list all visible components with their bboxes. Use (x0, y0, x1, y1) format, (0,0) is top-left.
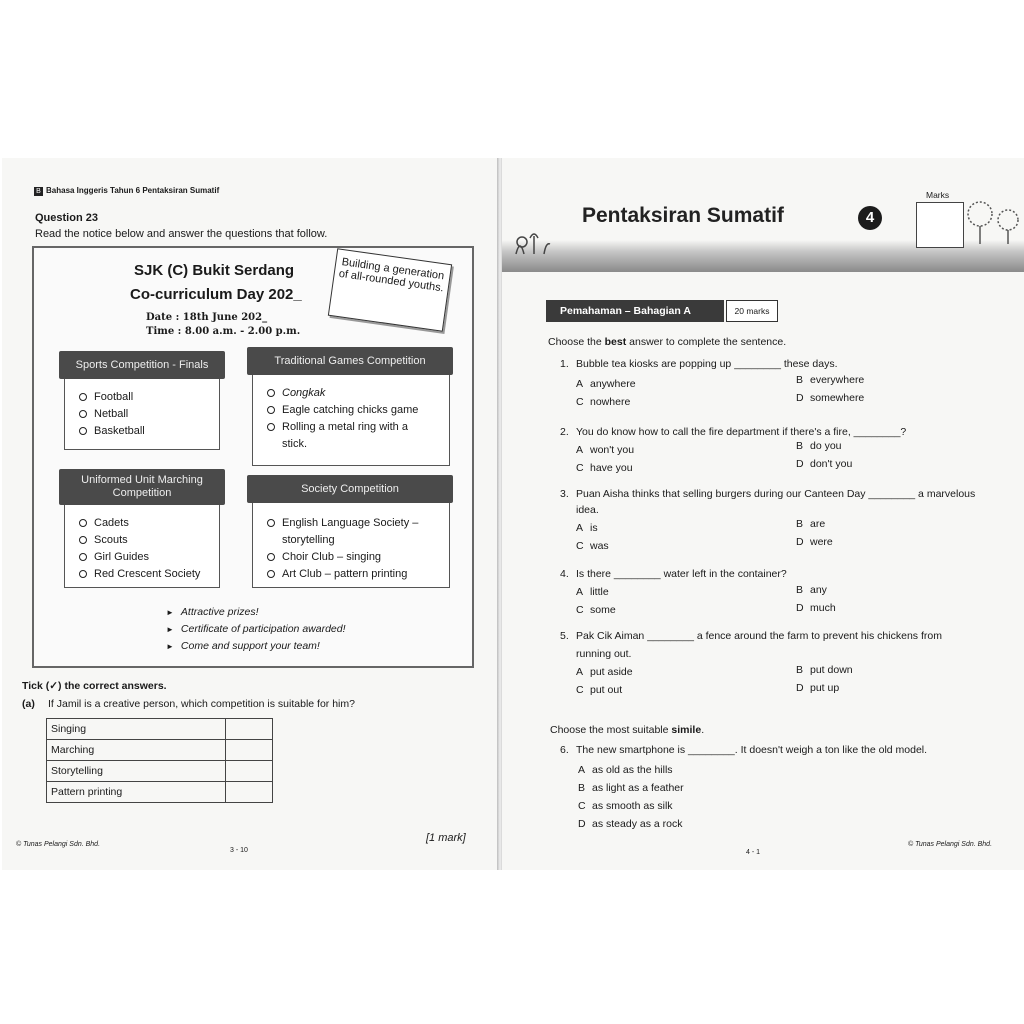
question-4: 4. Is there ________ water left in the container? (560, 568, 787, 580)
list-item: Eagle catching chicks game (267, 402, 418, 419)
bullet-icon (79, 427, 87, 435)
list-item: Choir Club – singing (267, 549, 418, 566)
mark-label: [1 mark] (426, 832, 466, 844)
option-4b[interactable]: B any (796, 584, 827, 596)
table-row: Singing (47, 719, 273, 740)
option-5d[interactable]: D put up (796, 682, 840, 694)
uniformed-unit-box (64, 474, 220, 588)
list-item: Netball (79, 406, 145, 423)
option-1a[interactable]: A anywhere (576, 378, 636, 390)
tick-box[interactable] (226, 782, 273, 803)
notice-board (32, 246, 474, 668)
question-3: 3. Puan Aisha thinks that selling burgers during our Canteen Day ________ a marvelous (560, 488, 976, 500)
box-title: Sports Competition - Finals (59, 351, 225, 379)
notice-notes (166, 604, 346, 655)
competition-items (79, 515, 200, 583)
option-5a[interactable]: A put aside (576, 666, 633, 678)
bullet-icon (79, 410, 87, 418)
box-title: Traditional Games Competition (247, 347, 453, 375)
bullet-icon (267, 423, 275, 431)
bullet-icon (79, 536, 87, 544)
bullet-icon (267, 553, 275, 561)
tick-box[interactable] (226, 740, 273, 761)
option-1b[interactable]: B everywhere (796, 374, 865, 386)
option-6a[interactable]: A as old as the hills (578, 764, 673, 776)
list-item: storytelling (282, 534, 335, 546)
triangle-bullet-icon: ► (166, 608, 174, 617)
option-6c[interactable]: C as smooth as silk (578, 800, 673, 812)
event-time: Time : 8.00 a.m. - 2.00 p.m. (146, 326, 301, 337)
option-2c[interactable]: C have you (576, 462, 633, 474)
option-5c[interactable]: C put out (576, 684, 623, 696)
option-6b[interactable]: B as light as a feather (578, 782, 684, 794)
bullet-icon (267, 570, 275, 578)
question-6: 6. The new smartphone is ________. It doesn't weigh a ton like the old model. (560, 744, 928, 756)
tick-box[interactable] (226, 719, 273, 740)
box-title: Uniformed Unit Marching Competition (59, 469, 225, 505)
answer-table (46, 718, 273, 803)
option-2a[interactable]: A won't you (576, 444, 635, 456)
slogan-card: Building a generation of all-rounded youths. (328, 248, 452, 331)
flower-decoration-icon (510, 224, 554, 258)
list-item: English Language Society – (267, 515, 418, 532)
competition-items (79, 389, 145, 440)
list-item: Cadets (79, 515, 200, 532)
question-a: (a) If Jamil is a creative person, which competition is suitable for him? (22, 698, 355, 710)
question-title: Question 23 (35, 212, 98, 224)
instruction-complete-sentence: Choose the best answer to complete the sentence. (548, 336, 787, 348)
left-page (2, 158, 498, 870)
page-header: B Bahasa Inggeris Tahun 6 Pentaksiran Sumatif (34, 186, 219, 196)
triangle-bullet-icon: ► (166, 625, 174, 634)
page-number: 3 - 10 (230, 847, 248, 854)
section-marks: 20 marks (726, 300, 778, 322)
option-3a[interactable]: A is (576, 522, 598, 534)
tree-decoration-icon (964, 198, 1022, 248)
list-item: Girl Guides (79, 549, 200, 566)
question-instruction: Read the notice below and answer the questions that follow. (35, 228, 328, 240)
list-item: Red Crescent Society (79, 566, 200, 583)
note-item: ► Certificate of participation awarded! (166, 623, 346, 635)
option-5b[interactable]: B put down (796, 664, 853, 676)
marks-box[interactable] (916, 202, 964, 248)
option-3d[interactable]: D were (796, 536, 833, 548)
page-number: 4 - 1 (746, 849, 761, 856)
bullet-icon (79, 393, 87, 401)
option-3c[interactable]: C was (576, 540, 609, 552)
page-title: Pentaksiran Sumatif (582, 204, 784, 227)
bullet-icon (79, 519, 87, 527)
section-header: Pemahaman – Bahagian A (546, 300, 724, 322)
tick-instruction: Tick (✓) the correct answers. (22, 680, 167, 692)
right-page (502, 158, 1024, 870)
bullet-icon (79, 553, 87, 561)
option-2d[interactable]: D don't you (796, 458, 853, 470)
bullet-icon (267, 389, 275, 397)
list-item: Art Club – pattern printing (267, 566, 418, 583)
note-item: ► Come and support your team! (166, 640, 320, 652)
tick-box[interactable] (226, 761, 273, 782)
table-row: Pattern printing (47, 782, 273, 803)
marks-label: Marks (926, 190, 950, 200)
instruction-simile: Choose the most suitable simile. (550, 724, 705, 736)
sports-competition-box (64, 359, 220, 450)
note-item: ► Attractive prizes! (166, 606, 259, 618)
list-item: Football (79, 389, 145, 406)
list-item: Basketball (79, 423, 145, 440)
bullet-icon (267, 519, 275, 527)
option-4a[interactable]: A little (576, 586, 609, 598)
book-logo-icon: B (34, 187, 43, 196)
list-item: Scouts (79, 532, 200, 549)
question-5-cont: running out. (576, 648, 632, 660)
option-1c[interactable]: C nowhere (576, 396, 631, 408)
list-item: Congkak (267, 385, 418, 402)
option-6d[interactable]: D as steady as a rock (578, 818, 683, 830)
school-name: SJK (C) Bukit Serdang (134, 262, 295, 279)
table-row: Marching (47, 740, 273, 761)
traditional-games-box (252, 355, 450, 466)
question-2: 2. You do know how to call the fire department if there's a fire, ________? (560, 426, 907, 438)
copyright-footer: © Tunas Pelangi Sdn. Bhd. (908, 841, 993, 848)
event-name: Co-curriculum Day 202_ (130, 286, 302, 303)
bullet-icon (267, 406, 275, 414)
question-5: 5. Pak Cik Aiman ________ a fence around the farm to prevent his chickens from (560, 630, 942, 642)
question-1: 1. Bubble tea kiosks are popping up ________ these days. (560, 358, 838, 370)
assessment-number: 4 (858, 206, 882, 230)
bullet-icon (79, 570, 87, 578)
option-3b[interactable]: B are (796, 518, 826, 530)
box-title: Society Competition (247, 475, 453, 503)
society-competition-box (252, 483, 450, 588)
option-2b[interactable]: B do you (796, 440, 842, 452)
table-row: Storytelling (47, 761, 273, 782)
triangle-bullet-icon: ► (166, 642, 174, 651)
question-3-cont: idea. (576, 504, 599, 516)
option-4c[interactable]: C some (576, 604, 616, 616)
list-item: Rolling a metal ring with a (267, 419, 418, 436)
competition-items (267, 515, 418, 583)
list-item: stick. (282, 438, 308, 450)
copyright-footer: © Tunas Pelangi Sdn. Bhd. (16, 841, 101, 848)
option-4d[interactable]: D much (796, 602, 836, 614)
competition-items (267, 385, 418, 453)
event-date: Date : 18th June 202_ (146, 312, 268, 323)
option-1d[interactable]: D somewhere (796, 392, 865, 404)
